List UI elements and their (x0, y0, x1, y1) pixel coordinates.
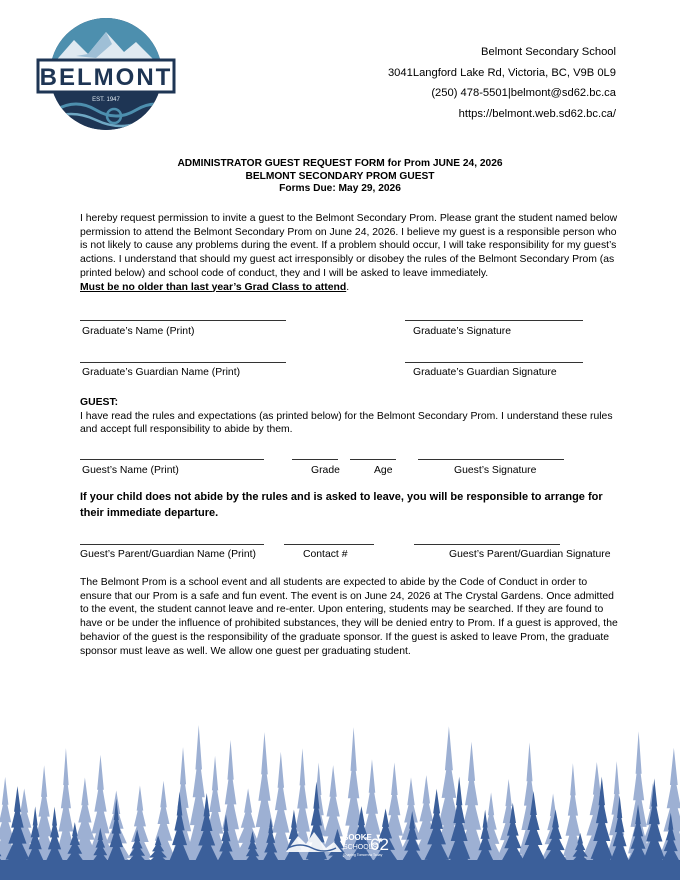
parent-name-label: Guest’s Parent/Guardian Name (Print) (80, 549, 256, 560)
guest-signature-label: Guest’s Signature (454, 465, 537, 476)
parent-signature-label: Guest’s Parent/Guardian Signature (449, 549, 611, 560)
prom-rules: The Belmont Prom is a school event and all students are expected to abide by the Code of Conduct in order to ensure that our Prom is a safe and fun event. The event is on June 24, 2026 at The Crystal Gardens. Once admitted to the event, the student cannot leave and re-enter. Upon entering, students may be searched. If they are found to have or be under the influence of prohibited substances, they will be denied entry to Prom. If a guest is approved, the behavior of the guest is the responsibility of the graduate sponsor. If the guest is asked to leave Prom, the graduate sponsor must leave as well. We allow one guest per graduating student. (80, 577, 618, 657)
guest-age-label: Age (374, 465, 393, 476)
belmont-logo (36, 14, 176, 132)
graduate-name-line[interactable] (80, 320, 286, 321)
graduate-guardian-signature-line[interactable] (405, 362, 583, 363)
school-phone-email[interactable]: (250) 478-5501|belmont@sd62.bc.ca (431, 87, 616, 99)
intro-text: I hereby request permission to invite a guest to the Belmont Secondary Prom. Please grant the student named below permission to attend the Belmont Secondary Prom on June 24, 2026. I believe my guest is a responsible person who is not likely to cause any problems during the event. If a problem should occur, I will take responsibility for my guest’s actions. I understand that should my guest act irresponsibly or disobey the rules of the Belmont Secondary Prom (as printed below) and school code of conduct, they and I will be asked to leave immediately. (80, 213, 618, 279)
forest-silhouette (0, 724, 680, 880)
title-line-2: BELMONT SECONDARY PROM GUEST (245, 170, 435, 182)
guest-signature-line[interactable] (418, 459, 564, 460)
guest-age-line[interactable] (350, 459, 396, 460)
guest-grade-label: Grade (311, 465, 340, 476)
school-address: 3041Langford Lake Rd, Victoria, BC, V9B 0L9 (387, 66, 616, 79)
graduate-signature-line[interactable] (405, 320, 583, 321)
guest-grade-line[interactable] (292, 459, 338, 460)
graduate-signature-label: Graduate’s Signature (413, 326, 512, 337)
school-name: Belmont Secondary School (481, 46, 616, 58)
svg-text:Shaping Tomorrow Today: Shaping Tomorrow Today (343, 853, 383, 857)
graduate-guardian-signature-label: Graduate’s Guardian Signature (413, 367, 557, 378)
guest-heading: GUEST: (80, 397, 119, 408)
parent-name-line[interactable] (80, 544, 264, 545)
form-title (0, 158, 680, 196)
departure-warning: If your child does not abide by the rules and is asked to leave, you will be responsible to arrange for their immediate departure. (80, 491, 603, 519)
guest-name-line[interactable] (80, 459, 264, 460)
guest-section (80, 396, 620, 437)
guest-name-label: Guest’s Name (Print) (82, 465, 179, 476)
svg-text:EST. 1947: EST. 1947 (92, 97, 120, 103)
graduate-name-label: Graduate’s Name (Print) (82, 326, 195, 337)
svg-text:BELMONT: BELMONT (39, 64, 173, 91)
guest-text: I have read the rules and expectations (as printed below) for the Belmont Secondary Prom. I understand these rules and accept full responsibility to abide by them. (80, 410, 613, 436)
svg-text:62: 62 (370, 835, 389, 854)
svg-text:SOOKE: SOOKE (343, 833, 372, 842)
svg-text:SCHOOLS: SCHOOLS (343, 844, 378, 851)
contact-line[interactable] (284, 544, 374, 545)
title-line-1: ADMINISTRATOR GUEST REQUEST FORM for Prom JUNE 24, 2026 (177, 158, 503, 169)
title-line-3: Forms Due: May 29, 2026 (279, 183, 401, 195)
graduate-guardian-name-line[interactable] (80, 362, 286, 363)
school-website[interactable]: https://belmont.web.sd62.bc.ca/ (458, 107, 616, 120)
intro-paragraph (80, 212, 620, 294)
age-requirement: Must be no older than last year’s Grad Class to attend (80, 281, 347, 293)
school-contact (388, 42, 616, 124)
parent-signature-line[interactable] (414, 544, 560, 545)
contact-label: Contact # (303, 549, 348, 560)
graduate-guardian-name-label: Graduate’s Guardian Name (Print) (82, 367, 241, 378)
intro-period: . (346, 281, 350, 293)
